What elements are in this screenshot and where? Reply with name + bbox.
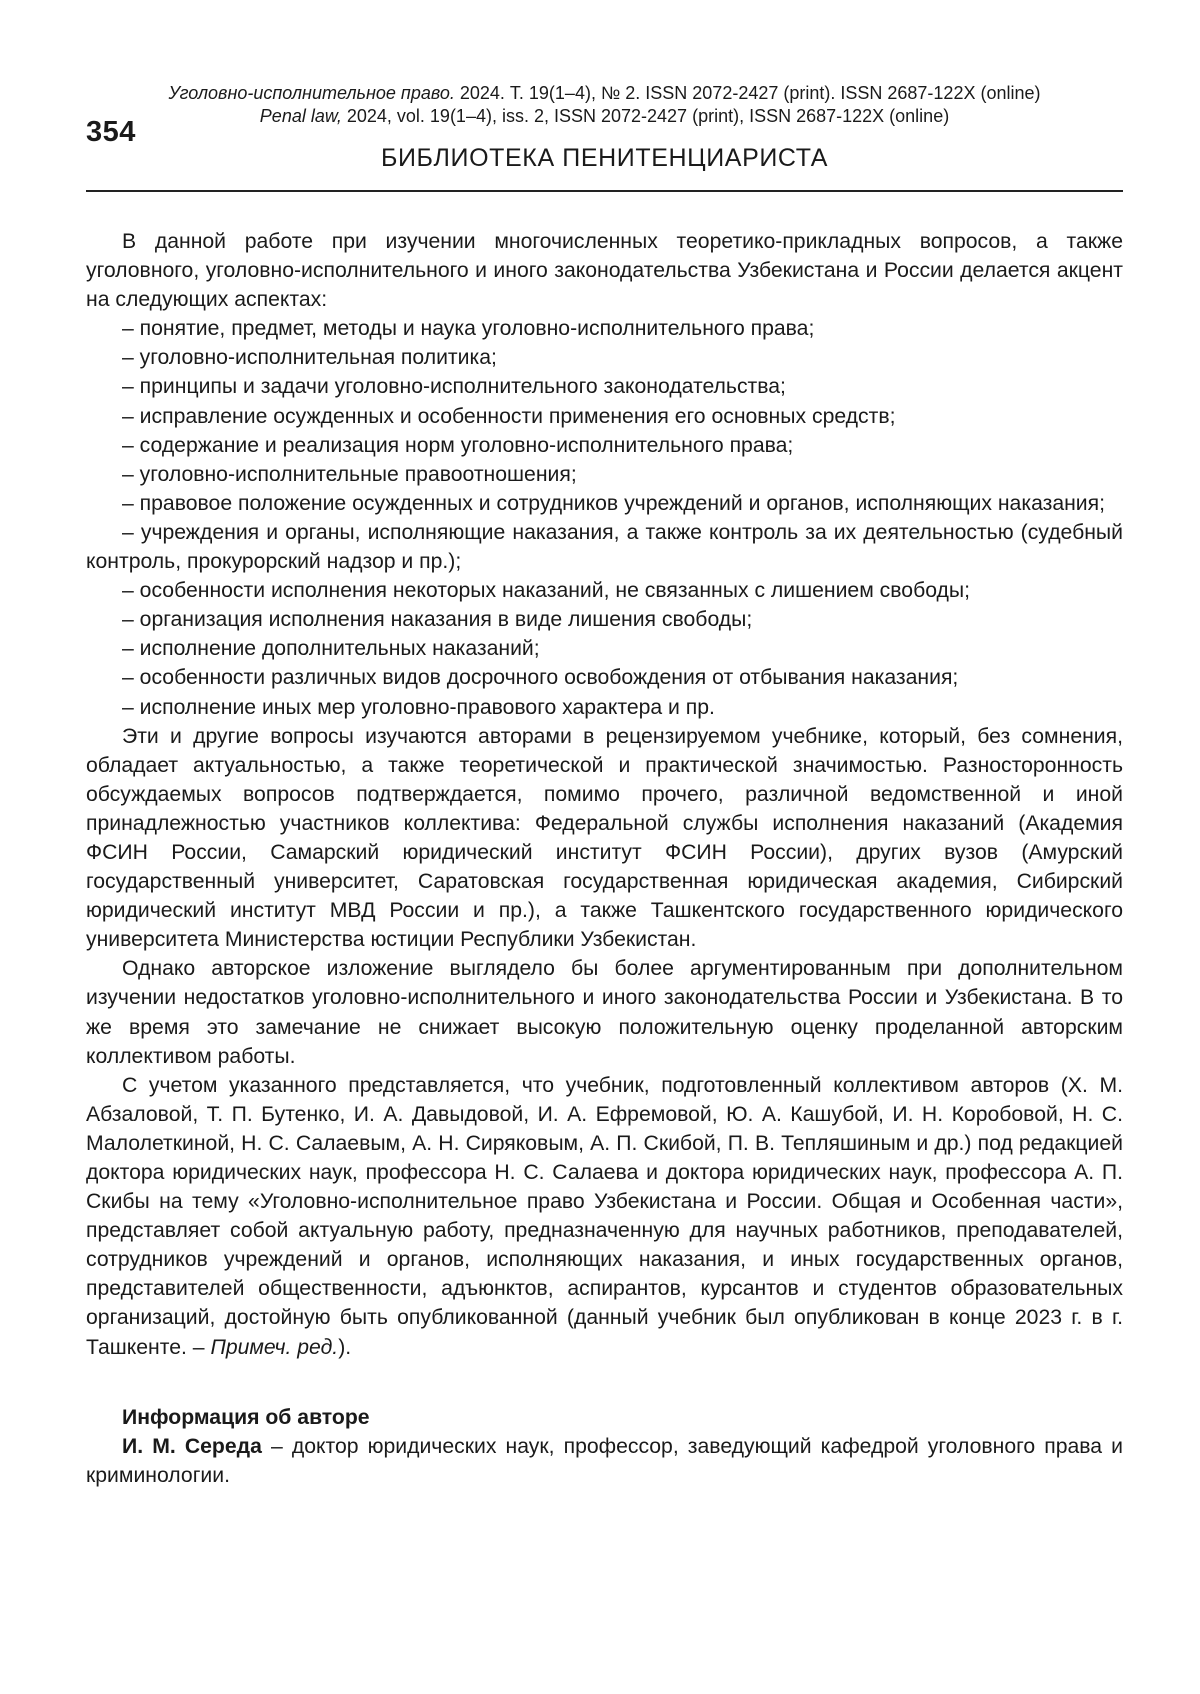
author-info-heading: Информация об авторе bbox=[122, 1406, 370, 1429]
list-item: – исправление осужденных и особенности применения его основных средств; bbox=[122, 404, 896, 428]
editor-note: Примеч. ред. bbox=[210, 1335, 339, 1359]
list-item: – исполнение иных мер уголовно-правового характера и пр. bbox=[122, 695, 715, 719]
conclusion-end: ). bbox=[338, 1335, 352, 1359]
article-body bbox=[86, 227, 1123, 1362]
author-name: И. М. Середа bbox=[122, 1435, 262, 1459]
journal-title-ru: Уголовно-исполнительное право. bbox=[168, 83, 455, 103]
list-item: – исполнение дополнительных наказаний; bbox=[122, 637, 540, 661]
list-item: – особенности различных видов досрочного освобождения от отбывания наказания; bbox=[122, 666, 959, 690]
page-number: 354 bbox=[86, 116, 136, 148]
header-divider bbox=[86, 190, 1123, 192]
journal-details-ru: 2024. Т. 19(1–4), № 2. ISSN 2072-2427 (print). ISSN 2687-122X (online) bbox=[454, 83, 1041, 103]
list-item: – правовое положение осужденных и сотрудников учреждений и органов, исполняющих наказания; bbox=[122, 491, 1106, 515]
journal-citation-ru bbox=[86, 82, 1123, 104]
list-item: – особенности исполнения некоторых наказаний, не связанных с лишением свободы; bbox=[122, 579, 970, 603]
conclusion-text: С учетом указанного представляется, что учебник, подготовленный коллективом авторов (Х. М. Абзаловой, Т. П. Бутенко, И. А. Давыдовой, И. А. Ефремовой, Ю. А. Кашубой, И. Н. Коробовой, Н. С. Малолеткиной, Н. С. Салаевым, А. Н. Сиряковым, А. П. Скибой, П. В. Тепляшиным и др.) под редакцией доктора юридических наук, профессора Н. С. Салаева и доктора юридических наук, профессора А. П. Скибы на тему «Уголовно-исполнительное право Узбекистана и России. Общая и Особенная части», представляет собой актуальную работу, предназначенную для научных работников, преподавателей, сотрудников учреждений и органов, исполняющих наказания, и иных государственных органов, представителей общественности, адъюнктов, аспирантов, курсантов и студентов образовательных организаций, достойную быть опубликованной (данный учебник был опубликован в конце 2023 г. в г. Ташкенте. – bbox=[86, 1073, 1123, 1359]
list-item: – уголовно-исполнительные правоотношения; bbox=[122, 462, 577, 486]
conclusion-paragraph bbox=[86, 1071, 1123, 1362]
section-title: БИБЛИОТЕКА ПЕНИТЕНЦИАРИСТА bbox=[380, 144, 829, 172]
list-item: – содержание и реализация норм уголовно-исполнительного права; bbox=[122, 433, 794, 457]
intro-paragraph: В данной работе при изучении многочисленных теоретико-прикладных вопросов, а также уголовного, уголовно-исполнительного и иного законодательства Узбекистана и России делается акцент на следующих аспектах: bbox=[86, 230, 1123, 312]
list-item: – уголовно-исполнительная политика; bbox=[122, 346, 497, 370]
journal-title-en: Penal law, bbox=[259, 106, 342, 126]
author-info-paragraph bbox=[86, 1432, 1123, 1490]
critique-paragraph: Однако авторское изложение выглядело бы более аргументированным при дополнительном изучении недостатков уголовно-исполнительного и иного законодательства России и Узбекистана. В то же время это замечание не снижает высокую положительную оценку проделанной авторским коллективом работы. bbox=[86, 957, 1123, 1068]
author-description: – доктор юридических наук, профессор, заведующий кафедрой уголовного права и криминологии. bbox=[86, 1435, 1123, 1488]
journal-citation-en bbox=[86, 105, 1123, 127]
list-item: – принципы и задачи уголовно-исполнительного законодательства; bbox=[122, 375, 786, 399]
author-info bbox=[86, 1403, 1123, 1490]
journal-page bbox=[86, 78, 1123, 1488]
running-head bbox=[86, 78, 1123, 190]
journal-details-en: 2024, vol. 19(1–4), iss. 2, ISSN 2072-2427 (print), ISSN 2687-122X (online) bbox=[341, 106, 950, 126]
list-item: – понятие, предмет, методы и наука уголовно-исполнительного права; bbox=[122, 317, 815, 341]
relevance-paragraph: Эти и другие вопросы изучаются авторами в рецензируемом учебнике, который, без сомнения, обладает актуальностью, а также теоретической и практической значимостью. Разносторонность обсуждаемых вопросов подтверждается, помимо прочего, различной ведомственной и иной принадлежностью участников коллектива: Федеральной службы исполнения наказаний (Академия ФСИН России, Самарский юридический институт ФСИН России), других вузов (Амурский государственный университет, Саратовская государственная юридическая академия, Сибирский юридический институт МВД России и пр.), а также Ташкентского государственного юридического университета Министерства юстиции Республики Узбекистан. bbox=[86, 724, 1123, 952]
list-item: – учреждения и органы, исполняющие наказания, а также контроль за их деятельностью (судебный контроль, прокурорский надзор и пр.); bbox=[86, 520, 1123, 574]
list-item: – организация исполнения наказания в виде лишения свободы; bbox=[122, 608, 753, 632]
